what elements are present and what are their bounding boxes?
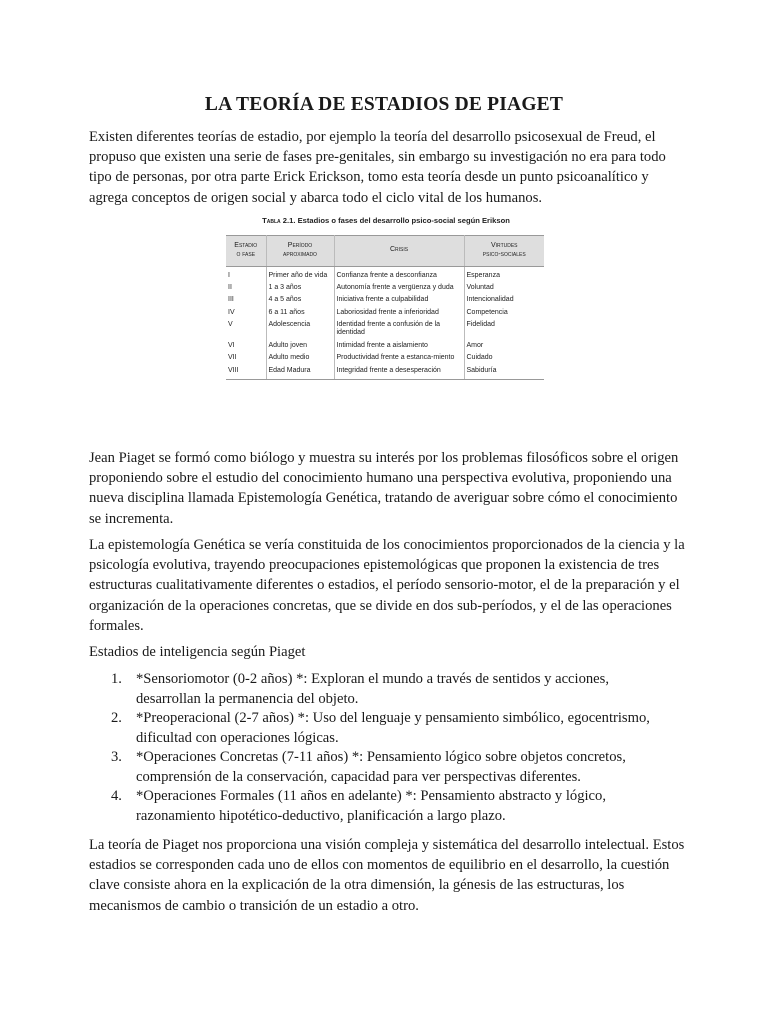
cell-virtud: Intencionalidad bbox=[466, 296, 514, 304]
list-item-text: *Operaciones Formales (11 años en adelante) *: Pensamiento abstracto y lógico, razonamiento hipotético-deductivo, planificación a largo plazo. bbox=[136, 788, 606, 824]
list-item-number: 2. bbox=[111, 710, 122, 726]
header-virtudes bbox=[464, 236, 544, 267]
list-item-number: 3. bbox=[111, 749, 122, 765]
table-row bbox=[226, 319, 544, 340]
cell-crisis: Productividad frente a estanca-miento bbox=[334, 352, 464, 364]
cell-periodo: Adulto medio bbox=[266, 352, 334, 364]
table-caption-label: Tabla 2.1. bbox=[262, 216, 296, 225]
table-row bbox=[226, 306, 544, 318]
list-item-text: *Preoperacional (2-7 años) *: Uso del lenguaje y pensamiento simbólico, egocentrismo, dificultad con operaciones lógicas. bbox=[136, 710, 650, 746]
cell-periodo: Adulto joven bbox=[266, 339, 334, 351]
erikson-table bbox=[226, 235, 544, 380]
header-virtudes-line2: psico-sociales bbox=[482, 250, 526, 258]
cell-crisis: Identidad frente a confusión de la identidad bbox=[334, 319, 464, 340]
cell-virtud: Esperanza bbox=[466, 271, 500, 279]
table-row bbox=[226, 266, 544, 281]
table-row bbox=[226, 281, 544, 293]
cell-periodo: 4 a 5 años bbox=[266, 294, 334, 306]
list-item-text: *Sensoriomotor (0-2 años) *: Exploran el mundo a través de sentidos y acciones, desarrollan la permanencia del objeto. bbox=[136, 671, 609, 707]
conclusion-paragraph: La teoría de Piaget nos proporciona una visión compleja y sistemática del desarrollo intelectual. Estos estadios se corresponden cada uno de ellos con momentos de equilibrio en el desarrollo, la cuestión clave consiste ahora en la explicación de la otra dimensión, la génesis de las estructuras, los mecanismos de cambio o transición de un estadio a otro. bbox=[89, 837, 685, 914]
header-estadio bbox=[226, 236, 266, 267]
table-row bbox=[226, 294, 544, 306]
list-item-number: 1. bbox=[111, 671, 122, 687]
header-periodo-line1: Período bbox=[287, 242, 313, 249]
table-caption-text: Estadios o fases del desarrollo psico-social según Erikson bbox=[297, 216, 510, 225]
list-item-number: 4. bbox=[111, 788, 122, 804]
table-caption bbox=[226, 216, 546, 225]
cell-virtud: Sabiduría bbox=[464, 364, 544, 379]
cell-virtud: Cuidado bbox=[466, 354, 493, 362]
list-item bbox=[111, 709, 671, 748]
header-periodo bbox=[266, 236, 334, 267]
cell-estadio: IV bbox=[226, 306, 266, 318]
header-virtudes-line1: Virtudes bbox=[490, 242, 518, 249]
cell-estadio: V bbox=[226, 319, 266, 340]
cell-periodo: Primer año de vida bbox=[266, 266, 334, 281]
cell-crisis: Iniciativa frente a culpabilidad bbox=[334, 294, 464, 306]
cell-periodo: 6 a 11 años bbox=[266, 306, 334, 318]
list-item bbox=[111, 748, 671, 787]
cell-periodo: Adolescencia bbox=[266, 319, 334, 340]
list-item-text: *Operaciones Concretas (7-11 años) *: Pensamiento lógico sobre objetos concretos, comprensión de la conservación, capacidad para ver perspectivas diferentes. bbox=[136, 749, 626, 785]
header-crisis: Crisis bbox=[334, 236, 464, 267]
cell-crisis: Laboriosidad frente a inferioridad bbox=[334, 306, 464, 318]
table-header-row bbox=[226, 236, 544, 267]
cell-crisis: Autonomía frente a vergüenza y duda bbox=[334, 281, 464, 293]
cell-virtud: Competencia bbox=[466, 308, 508, 316]
intro-paragraph: Existen diferentes teorías de estadio, por ejemplo la teoría del desarrollo psicosexual de Freud, el propuso que existen una serie de fases pre-genitales, sin embargo su investigación no era para todo tipo de personas, por otra parte Erick Erickson, tomo esta teoría desde un punto psicoanalítico y agrega conceptos de origen social y abarca todo el ciclo vital de los humanos. bbox=[89, 129, 666, 206]
cell-periodo: Edad Madura bbox=[266, 364, 334, 379]
list-item bbox=[111, 670, 671, 709]
cell-estadio: I bbox=[226, 266, 266, 281]
table-row bbox=[226, 364, 544, 379]
epistemology-paragraph: La epistemología Genética se vería constituida de los conocimientos proporcionados de la ciencia y la psicología evolutiva, trayendo preocupaciones epistemológicas que proponen la existencia de tres estructuras cualitativamente diferentes o estadios, el período sensorio-motor, el de la preparación y el organización de la operaciones concretas, que se divide en dos sub-períodos, y el de las operaciones formales. bbox=[89, 537, 685, 634]
cell-virtud: Amor bbox=[466, 341, 484, 349]
cell-estadio: II bbox=[226, 281, 266, 293]
header-estadio-line1: Estadio bbox=[234, 242, 258, 249]
cell-virtud: Voluntad bbox=[466, 283, 494, 291]
cell-estadio: VII bbox=[226, 352, 266, 364]
header-estadio-line2: o fase bbox=[236, 250, 256, 258]
table-row bbox=[226, 352, 544, 364]
cell-estadio: VIII bbox=[226, 364, 266, 379]
cell-virtud: Fidelidad bbox=[466, 321, 495, 328]
erikson-table-figure bbox=[226, 216, 546, 380]
cell-crisis: Integridad frente a desesperación bbox=[334, 364, 464, 379]
header-periodo-line2: aproximado bbox=[283, 250, 317, 258]
cell-estadio: III bbox=[226, 294, 266, 306]
cell-crisis: Confianza frente a desconfianza bbox=[334, 266, 464, 281]
piaget-paragraph: Jean Piaget se formó como biólogo y muestra su interés por los problemas filosóficos sobre el origen proponiendo sobre el estudio del conocimiento humano una perspectiva evolutiva, proponiendo una nueva disciplina llamada Epistemología Genética, tratando de averiguar sobre cómo el conocimiento se incrementa. bbox=[89, 450, 679, 527]
cell-crisis: Intimidad frente a aislamiento bbox=[334, 339, 464, 351]
cell-periodo: 1 a 3 años bbox=[266, 281, 334, 293]
list-heading: Estadios de inteligencia según Piaget bbox=[89, 644, 306, 660]
page-title: LA TEORÍA DE ESTADIOS DE PIAGET bbox=[204, 94, 564, 115]
list-item bbox=[111, 787, 671, 826]
stages-list bbox=[111, 670, 671, 826]
cell-estadio: VI bbox=[226, 339, 266, 351]
table-row bbox=[226, 339, 544, 351]
